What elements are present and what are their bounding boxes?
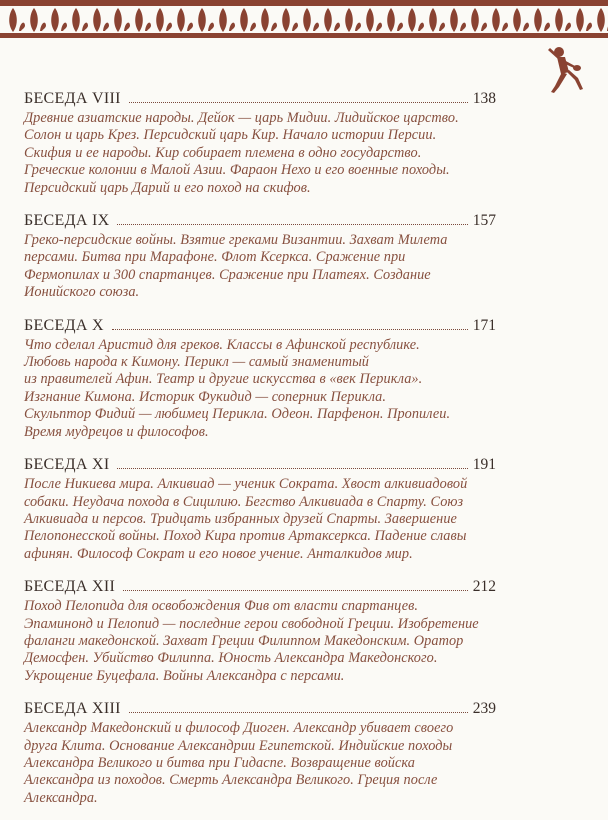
- dot-leader: [123, 589, 468, 591]
- chapter-title: БЕСЕДА XI: [24, 456, 110, 474]
- summary-line: Изгнание Кимона. Историк Фукидид — соперник Перикла.: [24, 388, 386, 405]
- summary-line: Поход Пелопида для освобождения Фив от власти спартанцев.: [24, 598, 418, 615]
- toc-entry: [24, 698, 496, 807]
- chapter-summary: [24, 720, 496, 807]
- summary-line: Эпаминонд и Пелопид — последние герои свободной Греции. Изобретение: [24, 615, 479, 632]
- toc-heading-row: [24, 698, 496, 720]
- summary-line: персами. Битва при Марафоне. Флот Ксеркса. Сражение при: [24, 249, 406, 266]
- summary-line: Солон и царь Крез. Персидский царь Кир. Начало истории Персии.: [24, 127, 437, 144]
- toc-entry: [24, 454, 496, 563]
- summary-line: Греческие колонии в Малой Азии. Фараон Нехо и его военные походы.: [24, 162, 450, 179]
- summary-line: Древние азиатские народы. Дейок — царь Мидии. Лидийское царство.: [24, 110, 459, 126]
- summary-line: Александра из походов. Смерть Александра Великого. Греция после: [24, 772, 438, 789]
- summary-line: Фермопилах и 300 спартанцев. Сражение при Платеях. Создание: [24, 266, 431, 283]
- greek-palmette-border: [0, 0, 608, 40]
- toc-entry: [24, 315, 496, 441]
- summary-line: Алкивиада и персов. Тридцать избранных друзей Спарты. Завершение: [24, 510, 457, 527]
- chapter-summary: [24, 598, 496, 685]
- dot-leader: [129, 711, 468, 713]
- summary-line: Греко-персидские войны. Взятие греками Византии. Захват Милета: [24, 232, 448, 249]
- summary-line: афинян. Философ Сократ и его новое учение. Анталкидов мир.: [24, 545, 413, 562]
- summary-line: Ионийского союза.: [24, 284, 140, 301]
- chapter-title: БЕСЕДА IX: [24, 212, 110, 230]
- dot-leader: [112, 328, 468, 330]
- toc-heading-row: [24, 210, 496, 232]
- toc-heading-row: [24, 88, 496, 110]
- summary-line: Александра.: [24, 789, 98, 806]
- dot-leader: [117, 467, 467, 469]
- chapter-title: БЕСЕДА XII: [24, 578, 116, 596]
- page-number: 191: [472, 456, 496, 474]
- summary-line: Что сделал Аристид для греков. Классы в Афинской республике.: [24, 336, 420, 353]
- summary-line: Демосфен. Убийство Филиппа. Юность Александра Македонского.: [24, 650, 438, 667]
- chapter-title: БЕСЕДА XIII: [24, 700, 121, 718]
- summary-line: Скульптор Фидий — любимец Перикла. Одеон. Парфенон. Пропилеи.: [24, 406, 451, 423]
- page-number: 239: [472, 700, 496, 718]
- running-figure-icon: [545, 40, 590, 110]
- toc-heading-row: [24, 315, 496, 337]
- chapter-summary: [24, 337, 496, 441]
- summary-line: друга Клита. Основание Александрии Египетской. Индийские походы: [24, 737, 453, 754]
- summary-line: Любовь народа к Кимону. Перикл — самый знаменитый: [24, 354, 370, 371]
- summary-line: Укрощение Буцефала. Войны Александра с персами.: [24, 667, 345, 684]
- summary-line: Персидский царь Дарий и его поход на скифов.: [24, 179, 311, 196]
- summary-line: После Никиева мира. Алкивиад — ученик Сократа. Хвост алкивиадовой: [24, 476, 468, 493]
- table-of-contents: [24, 88, 496, 820]
- chapter-title: БЕСЕДА VIII: [24, 90, 121, 107]
- summary-line: Скифия и ее народы. Кир собирает племена в одно государство.: [24, 144, 422, 161]
- toc-heading-row: [24, 454, 496, 476]
- page-number: 171: [472, 316, 496, 334]
- toc-entry: [24, 576, 496, 685]
- toc-entry: [24, 88, 496, 197]
- page-number: 138: [472, 90, 496, 107]
- page-number: 157: [472, 212, 496, 230]
- toc-entry: [24, 210, 496, 302]
- summary-line: Александр Македонский и философ Диоген. Александр убивает своего: [24, 720, 454, 737]
- summary-line: Время мудрецов и философов.: [24, 423, 209, 440]
- dot-leader: [129, 101, 468, 103]
- page-number: 212: [472, 578, 496, 596]
- summary-line: Пелопонесской войны. Поход Кира против Артаксеркса. Падение славы: [24, 528, 467, 545]
- summary-line: Александра Великого и битва при Гидаспе. Возвращение войска: [24, 754, 415, 771]
- dot-leader: [117, 223, 467, 225]
- chapter-summary: [24, 476, 496, 563]
- summary-line: собаки. Неудача похода в Сицилию. Бегство Алкивиада в Спарту. Союз: [24, 493, 464, 510]
- chapter-title: БЕСЕДА X: [24, 316, 104, 334]
- chapter-summary: [24, 232, 496, 302]
- summary-line: из правителей Афин. Театр и другие искусства в «век Перикла».: [24, 371, 423, 388]
- chapter-summary: [24, 110, 496, 197]
- summary-line: фаланги македонской. Захват Греции Филиппом Македонским. Оратор: [24, 632, 464, 649]
- toc-heading-row: [24, 576, 496, 598]
